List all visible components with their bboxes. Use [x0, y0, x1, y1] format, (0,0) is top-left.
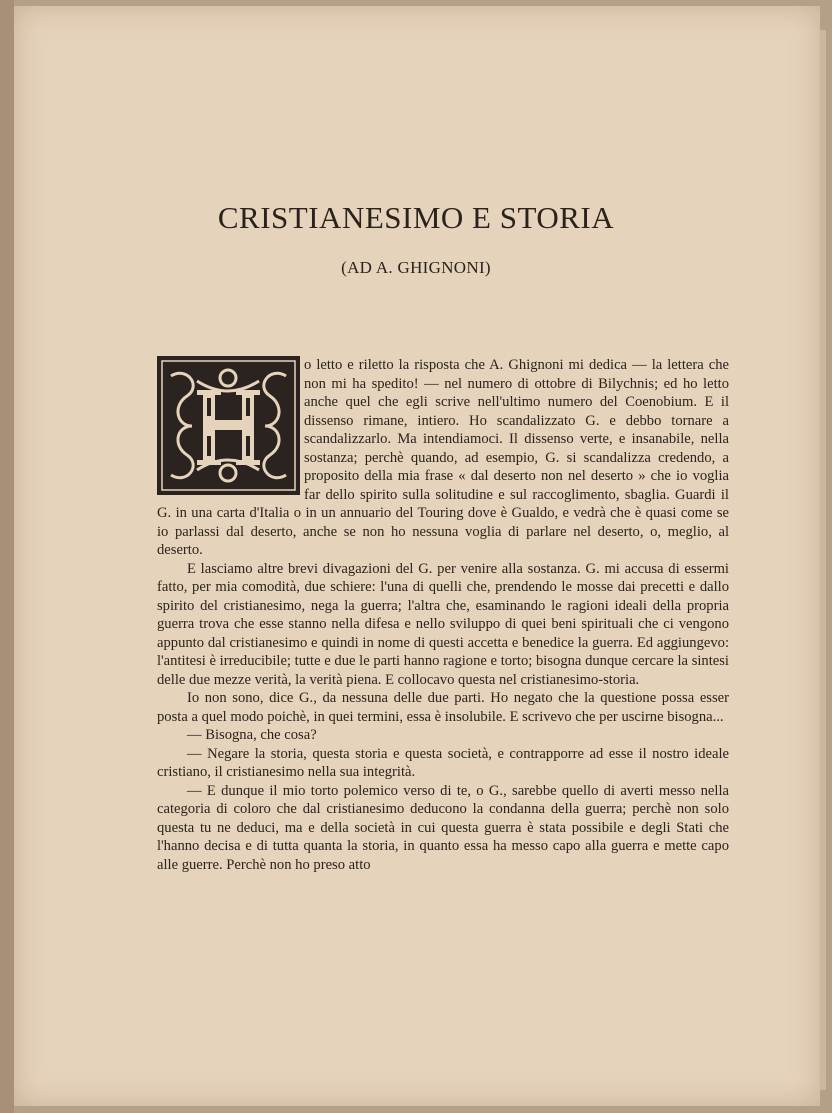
paragraph: Io non sono, dice G., da nessuna delle due parti. Ho negato che la questione possa esser posta a quel modo poichè, in quei termini, essa è insolubile. E scrivevo che per uscirne bisogna...	[157, 690, 729, 725]
paragraph: — Bisogna, che cosa?	[187, 727, 317, 743]
paragraph: — E dunque il mio torto polemico verso di te, o G., sarebbe quello di averti messo nella categoria di coloro che dal cristianesimo deducono la condanna della guerra; perchè non solo questa tu ne deduci, ma e della società in cui questa guerra è stata possibile e degli Stati che l'hanno decisa e di tutta quanta la storia, in quanto essa ha messo capo alla guerra e mette capo alle guerre. Perchè non ho preso atto	[157, 782, 729, 873]
ornament-icon	[157, 356, 300, 495]
article-title: CRISTIANESIMO E STORIA	[217, 200, 615, 235]
article-body	[157, 356, 729, 874]
article-subtitle: (AD A. GHIGNONI)	[341, 258, 491, 277]
paragraph: o letto e riletto la risposta che A. Ghignoni mi dedica — la lettera che non mi ha spedito! — nel numero di ottobre di Bilychnis; ed ho letto anche quel che egli scrive nell'ultimo numero del Coenobium. E il dissenso rimane, intiero. Ho scandalizzato G. e debbo tornare a scandalizzarlo. Ma intendiamoci. Il dissenso verte, e insanabile, nella sostanza; perchè quando, ad esempio, G. si scandalizza credendo, a proposito della mia frase « dal deserto non nel deserto » che io voglia far dello spirito sulla solitudine e sul raccoglimento, sbaglia. Guardi il G. in una carta d'Italia o in un annuario del Touring dove è Gualdo, e vedrà che è quasi come se io parlassi dal deserto, anche se non ho nessuna voglia di parlare nel deserto, o, meglio, al deserto.	[157, 357, 729, 558]
binding-edge	[0, 0, 14, 1113]
paragraph: — Negare la storia, questa storia e questa società, e contrapporre ad esse il nostro ideale cristiano, il cristianesimo nella sua integrità.	[157, 745, 729, 780]
paragraph: E lasciamo altre brevi divagazioni del G. per venire alla sostanza. G. mi accusa di essermi fatto, per mia comodità, due schiere: l'una di quelli che, prendendo le mosse dai precetti e dallo spirito del cristianesimo, nega la guerra; l'altra che, esaminando le ragioni ideali della propria guerra trova che esse stanno nella difesa e nello sviluppo di quei beni spirituali che ci vengono appunto dal cristianesimo e quindi in nome di questi accetta e benedice la guerra. Ed aggiungevo: l'antitesi è irreducibile; tutte e due le parti hanno ragione e torto; bisogna dunque cercare la sintesi delle due mezze verità, la verità piena. E collocavo questa nel cristianesimo-storia.	[157, 560, 729, 688]
drop-cap-ornament	[157, 356, 300, 495]
